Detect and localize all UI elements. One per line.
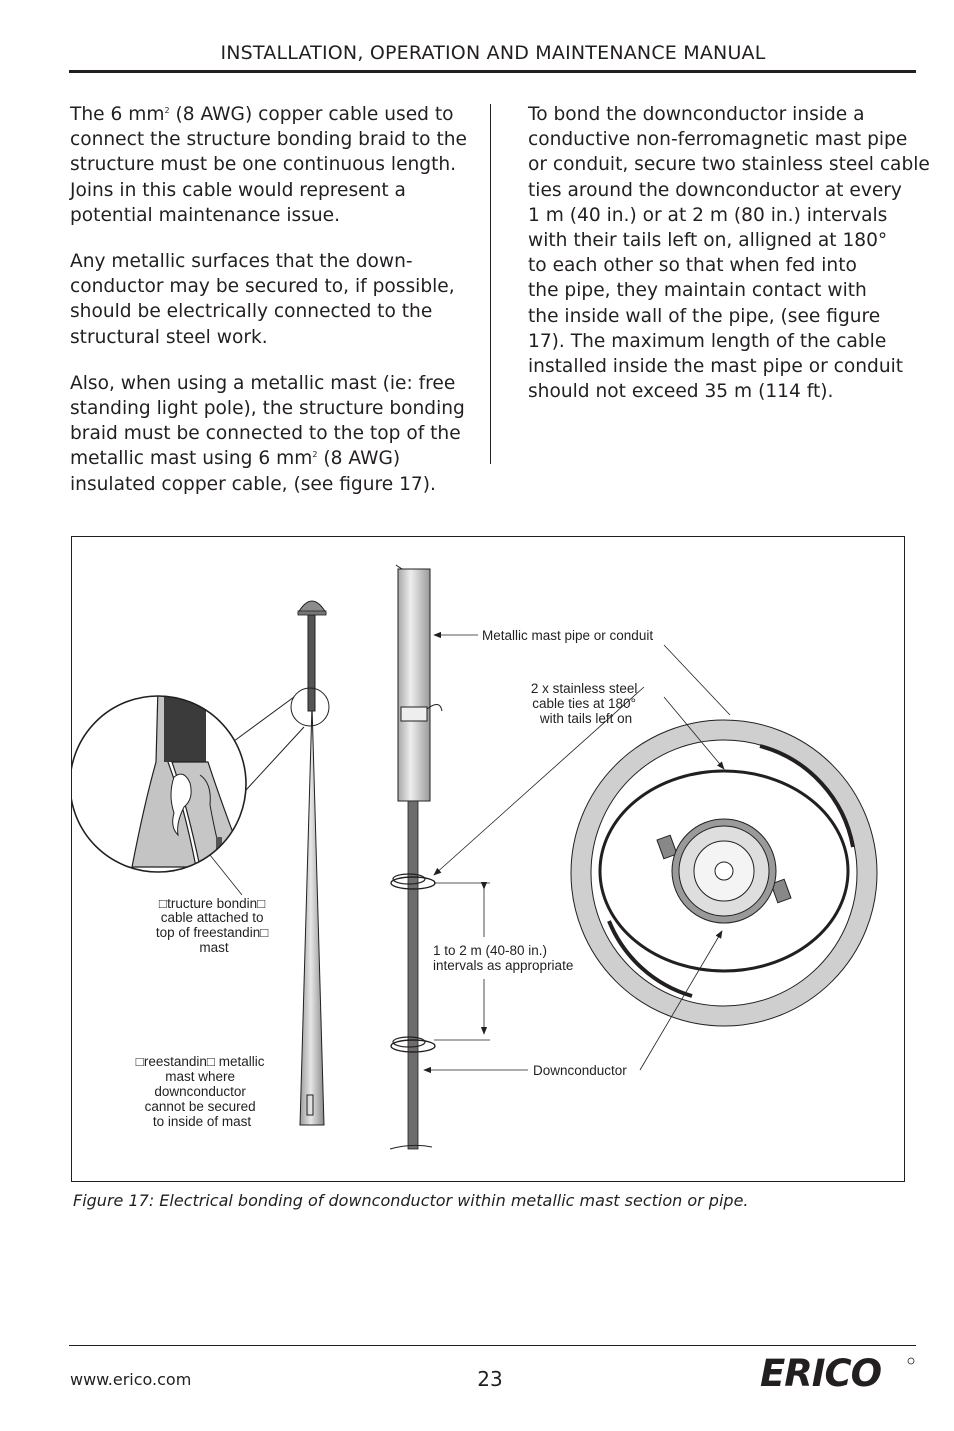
header-divider <box>69 70 916 73</box>
freestanding-mast <box>291 601 329 1125</box>
left-paragraph-1 <box>70 102 470 228</box>
left-paragraph-2 <box>70 249 470 350</box>
right-paragraph-1 <box>528 102 930 404</box>
footer-url: www.erico.com <box>70 1370 192 1389</box>
text-line: braid must be connected to the top of the <box>70 423 461 445</box>
left-paragraph-3 <box>70 371 470 497</box>
text-line: with their tails left on, alligned at 180° <box>528 230 888 252</box>
text-line: structural steel work. <box>70 326 268 348</box>
left-text-column <box>70 102 470 518</box>
page-number: 23 <box>477 1367 503 1391</box>
text-line: Any metallic surfaces that the down- <box>70 251 413 273</box>
label-downconductor: Downconductor <box>533 1063 627 1078</box>
text-line: potential maintenance issue. <box>70 204 341 226</box>
pipe-cross-section <box>571 720 877 1026</box>
text-line: ties around the downconductor at every <box>528 179 902 201</box>
text-line: should be electrically connected to the <box>70 301 433 323</box>
erico-logo <box>760 1356 916 1388</box>
label-intervals: 1 to 2 m (40-80 in.) intervals as appropriate <box>433 943 574 973</box>
text-line: the inside wall of the pipe, (see figure <box>528 305 881 327</box>
text-line: 1 m (40 in.) or at 2 m (80 in.) intervals <box>528 204 888 226</box>
text-line: connect the structure bonding braid to the <box>70 129 467 151</box>
column-divider <box>490 104 491 464</box>
magnified-detail <box>72 687 304 887</box>
logo-text: ERICO <box>760 1356 882 1388</box>
text-line: installed inside the mast pipe or conduit <box>528 356 904 378</box>
page-header-title: INSTALLATION, OPERATION AND MAINTENANCE MANUAL <box>220 42 766 64</box>
figure-17-frame <box>71 536 905 1182</box>
mast-pipe-section <box>390 565 442 1149</box>
text-line: metallic mast using 6 $mm^2$ (8 AWG) <box>70 448 401 470</box>
text-line: conductor may be secured to, if possible, <box>70 276 455 298</box>
text-line: Joins in this cable would represent a <box>70 179 406 201</box>
text-line: structure must be one continuous length. <box>70 154 457 176</box>
label-cable-ties: 2 x stainless steel cable ties at 180° with tails left on <box>530 681 638 726</box>
figure-caption: Figure 17: Electrical bonding of downconductor within metallic mast section or pipe. <box>73 1191 749 1210</box>
text-line: insulated copper cable, (see figure 17). <box>70 473 436 495</box>
label-bonding-cable: □tructure bondin□ cable attached to top of freestandin□ mast <box>155 896 269 955</box>
text-line: conductive non-ferromagnetic mast pipe <box>528 129 908 151</box>
right-text-column <box>528 102 930 425</box>
text-line: the pipe, they maintain contact with <box>528 280 867 302</box>
text-line: should not exceed 35 m (114 ft). <box>528 381 834 403</box>
figure-17-illustration <box>72 537 906 1183</box>
text-line: standing light pole), the structure bonding <box>70 398 465 420</box>
text-line: 17). The maximum length of the cable <box>528 330 887 352</box>
text-line: to each other so that when fed into <box>528 255 857 277</box>
text-line: To bond the downconductor inside a <box>528 104 865 125</box>
label-mast-pipe: Metallic mast pipe or conduit <box>482 628 654 643</box>
text-line: or conduit, secure two stainless steel cable <box>528 154 930 176</box>
text-line: The 6 $mm^2$ (8 AWG) copper cable used to <box>70 104 454 125</box>
registered-mark-icon <box>908 1358 914 1364</box>
label-freestanding-mast: □reestandin□ metallic mast where downconductor cannot be secured to inside of mast <box>135 1054 265 1129</box>
text-line: Also, when using a metallic mast (ie: free <box>70 372 456 394</box>
footer-divider <box>69 1345 916 1346</box>
